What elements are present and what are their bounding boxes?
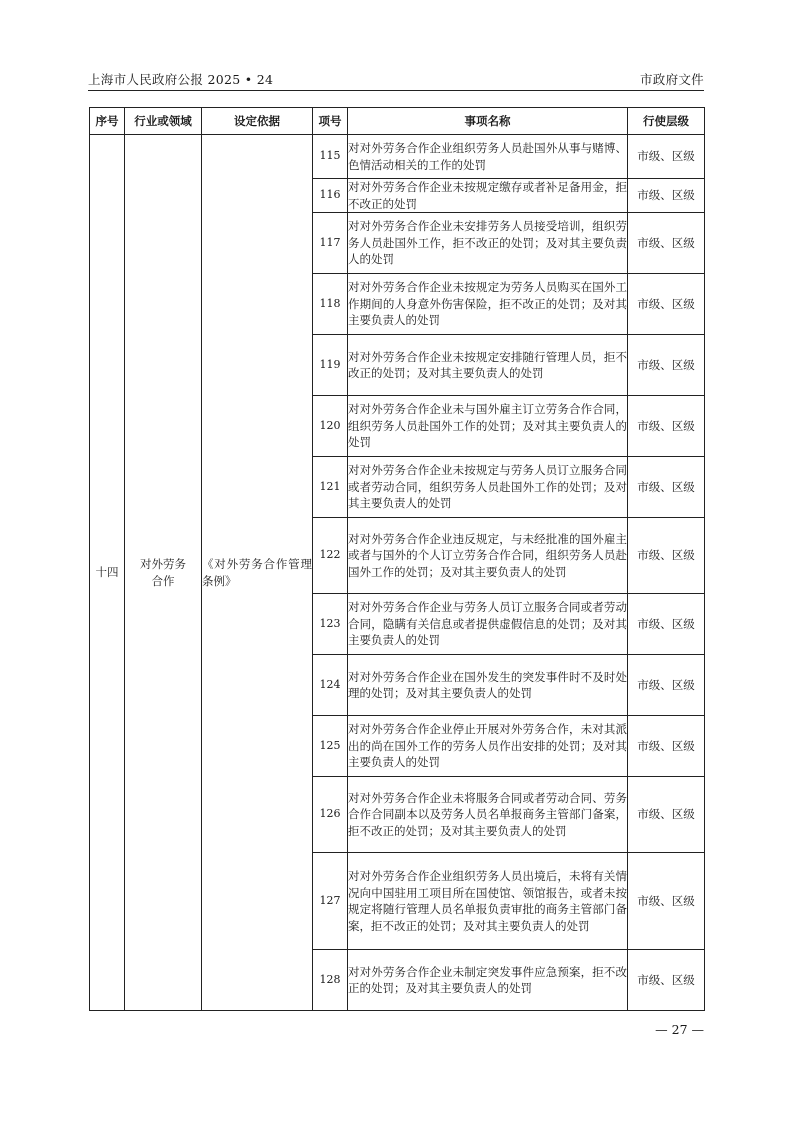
item-name-cell: 对对外劳务合作企业组织劳务人员赴国外从事与赌博、色情活动相关的工作的处罚 [348,135,628,179]
item-level-cell: 市级、区级 [628,518,705,594]
item-level-cell: 市级、区级 [628,135,705,179]
item-number-cell: 121 [313,457,348,518]
group-seq-cell: 十四 [90,135,125,1011]
item-level-cell: 市级、区级 [628,213,705,274]
section-title: 市政府文件 [639,72,704,87]
column-header-level: 行使层级 [628,108,705,135]
item-level-cell: 市级、区级 [628,335,705,396]
table-row [90,135,705,179]
item-level-cell: 市级、区级 [628,655,705,716]
item-level-cell: 市级、区级 [628,274,705,335]
item-number-cell: 119 [313,335,348,396]
item-name-cell: 对对外劳务合作企业未安排劳务人员接受培训，组织劳务人员赴国外工作，拒不改正的处罚；及对其主要负责人的处罚 [348,213,628,274]
item-number-cell: 118 [313,274,348,335]
item-number-cell: 123 [313,594,348,655]
item-name-cell: 对对外劳务合作企业违反规定，与未经批准的国外雇主或者与国外的个人订立劳务合作合同，组织劳务人员赴国外工作的处罚；及对其主要负责人的处罚 [348,518,628,594]
column-header-seq: 序号 [90,108,125,135]
item-number-cell: 126 [313,777,348,853]
item-name-cell: 对对外劳务合作企业未按规定安排随行管理人员，拒不改正的处罚；及对其主要负责人的处罚 [348,335,628,396]
item-level-cell: 市级、区级 [628,396,705,457]
item-name-cell: 对对外劳务合作企业未将服务合同或者劳动合同、劳务合作合同副本以及劳务人员名单报商务主管部门备案，拒不改正的处罚；及对其主要负责人的处罚 [348,777,628,853]
penalty-items-table [89,107,705,1011]
item-number-cell: 117 [313,213,348,274]
item-name-cell: 对对外劳务合作企业组织劳务人员出境后，未将有关情况向中国驻用工项目所在国使馆、领馆报告，或者未按规定将随行管理人员名单报负责审批的商务主管部门备案，拒不改正的处罚；及对其主要负责人的处罚 [348,853,628,950]
group-sector-cell: 对外劳务合作 [125,135,202,1011]
item-name-cell: 对对外劳务合作企业在国外发生的突发事件时不及时处理的处罚；及对其主要负责人的处罚 [348,655,628,716]
table-body [90,135,705,1011]
column-header-item-name: 事项名称 [348,108,628,135]
item-level-cell: 市级、区级 [628,457,705,518]
item-number-cell: 122 [313,518,348,594]
item-number-cell: 120 [313,396,348,457]
column-header-item-no: 项号 [313,108,348,135]
item-name-cell: 对对外劳务合作企业与劳务人员订立服务合同或者劳动合同，隐瞒有关信息或者提供虚假信息的处罚；及对其主要负责人的处罚 [348,594,628,655]
item-number-cell: 128 [313,950,348,1011]
column-header-sector: 行业或领域 [125,108,202,135]
item-number-cell: 124 [313,655,348,716]
item-level-cell: 市级、区级 [628,950,705,1011]
column-header-basis: 设定依据 [202,108,313,135]
item-level-cell: 市级、区级 [628,594,705,655]
header-divider [88,90,704,91]
item-number-cell: 125 [313,716,348,777]
item-name-cell: 对对外劳务合作企业停止开展对外劳务合作，未对其派出的尚在国外工作的劳务人员作出安排的处罚；及对其主要负责人的处罚 [348,716,628,777]
item-level-cell: 市级、区级 [628,777,705,853]
item-number-cell: 116 [313,179,348,213]
page-number: — 27 — [655,1022,704,1037]
item-level-cell: 市级、区级 [628,179,705,213]
item-level-cell: 市级、区级 [628,716,705,777]
publication-title: 上海市人民政府公报 2025 • 24 [88,72,274,87]
item-name-cell: 对对外劳务合作企业未制定突发事件应急预案，拒不改正的处罚；及对其主要负责人的处罚 [348,950,628,1011]
item-name-cell: 对对外劳务合作企业未按规定为劳务人员购买在国外工作期间的人身意外伤害保险，拒不改正的处罚；及对其主要负责人的处罚 [348,274,628,335]
item-name-cell: 对对外劳务合作企业未按规定与劳务人员订立服务合同或者劳动合同，组织劳务人员赴国外工作的处罚；及对其主要负责人的处罚 [348,457,628,518]
item-level-cell: 市级、区级 [628,853,705,950]
group-basis-cell: 《对外劳务合作管理条例》 [202,135,313,1011]
item-name-cell: 对对外劳务合作企业未与国外雇主订立劳务合作合同，组织劳务人员赴国外工作的处罚；及对其主要负责人的处罚 [348,396,628,457]
table-header-row [90,108,705,135]
item-number-cell: 115 [313,135,348,179]
page-header [88,66,704,88]
item-number-cell: 127 [313,853,348,950]
item-name-cell: 对对外劳务合作企业未按规定缴存或者补足备用金，拒不改正的处罚 [348,180,627,211]
